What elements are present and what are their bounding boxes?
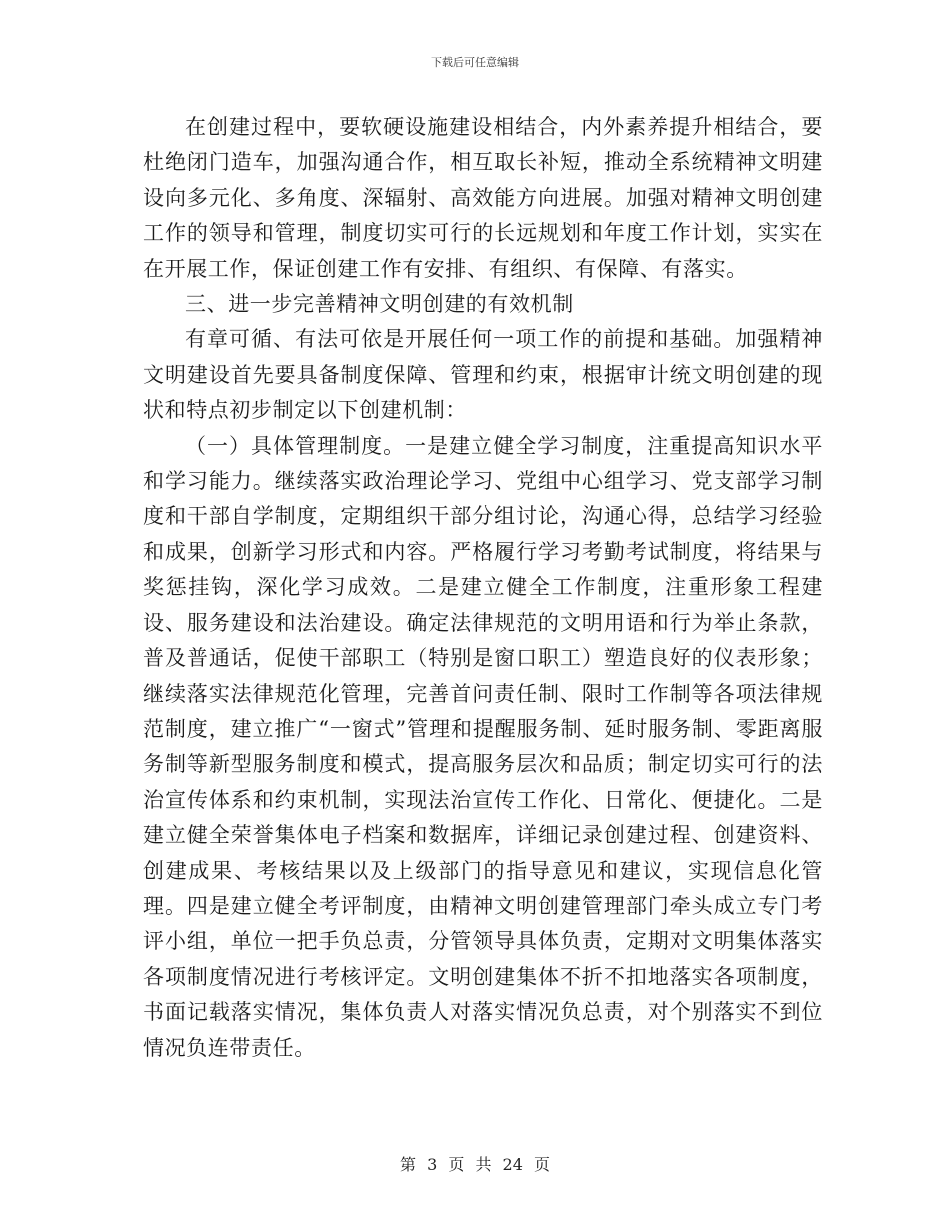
paragraph-rules-foundation: 有章可循、有法可依是开展任何一项工作的前提和基础。加强精神文明建设首先要具备制度保障、管理和约束，根据审计统文明创建的现状和特点初步制定以下创建机制：: [143, 327, 823, 423]
section-heading-mechanism: 三、进一步完善精神文明创建的有效机制: [185, 292, 574, 317]
paragraph-creation-process: 在创建过程中，要软硬设施建设相结合，内外素养提升相结合，要杜绝闭门造车，加强沟通合作，相互取长补短，推动全系统精神文明建设向多元化、多角度、深辐射、高效能方向进展。加强对精神文明创建工作的领导和管理，制度切实可行的长远规划和年度工作计划，实实在在开展工作，保证创建工作有安排、有组织、有保障、有落实。: [143, 115, 823, 281]
paragraph-management-system: （一）具体管理制度。一是建立健全学习制度，注重提高知识水平和学习能力。继续落实政治理论学习、党组中心组学习、党支部学习制度和干部自学制度，定期组织干部分组讨论，沟通心得，总结学习经验和成果，创新学习形式和内容。严格履行学习考勤考试制度，将结果与奖惩挂钩，深化学习成效。二是建立健全工作制度，注重形象工程建设、服务建设和法治建设。确定法律规范的文明用语和行为举止条款，普及普通话，促使干部职工（特别是窗口职工）塑造良好的仪表形象；继续落实法律规范化管理，完善首问责任制、限时工作制等各项法律规范制度，建立推广“一窗式”管理和提醒服务制、延时服务制、零距离服务制等新型服务制度和模式，提高服务层次和品质；制定切实可行的法治宣传体系和约束机制，实现法治宣传工作化、日常化、便捷化。二是建立健全荣誉集体电子档案和数据库，详细记录创建过程、创建资料、创建成果、考核结果以及上级部门的指导意见和建议，实现信息化管理。四是建立健全考评制度，由精神文明创建管理部门牵头成立专门考评小组，单位一把手负总责，分管领导具体负责，定期对文明集体落实各项制度情况进行考核评定。文明创建集体不折不扣地落实各项制度，书面记载落实情况，集体负责人对落实情况负总责，对个别落实不到位情况负连带责任。: [143, 433, 823, 1060]
page-header: 下载后可任意编辑: [431, 56, 519, 69]
page-number-footer: 第 3 页 共 24 页: [400, 1155, 550, 1174]
document-body: [143, 110, 823, 1066]
